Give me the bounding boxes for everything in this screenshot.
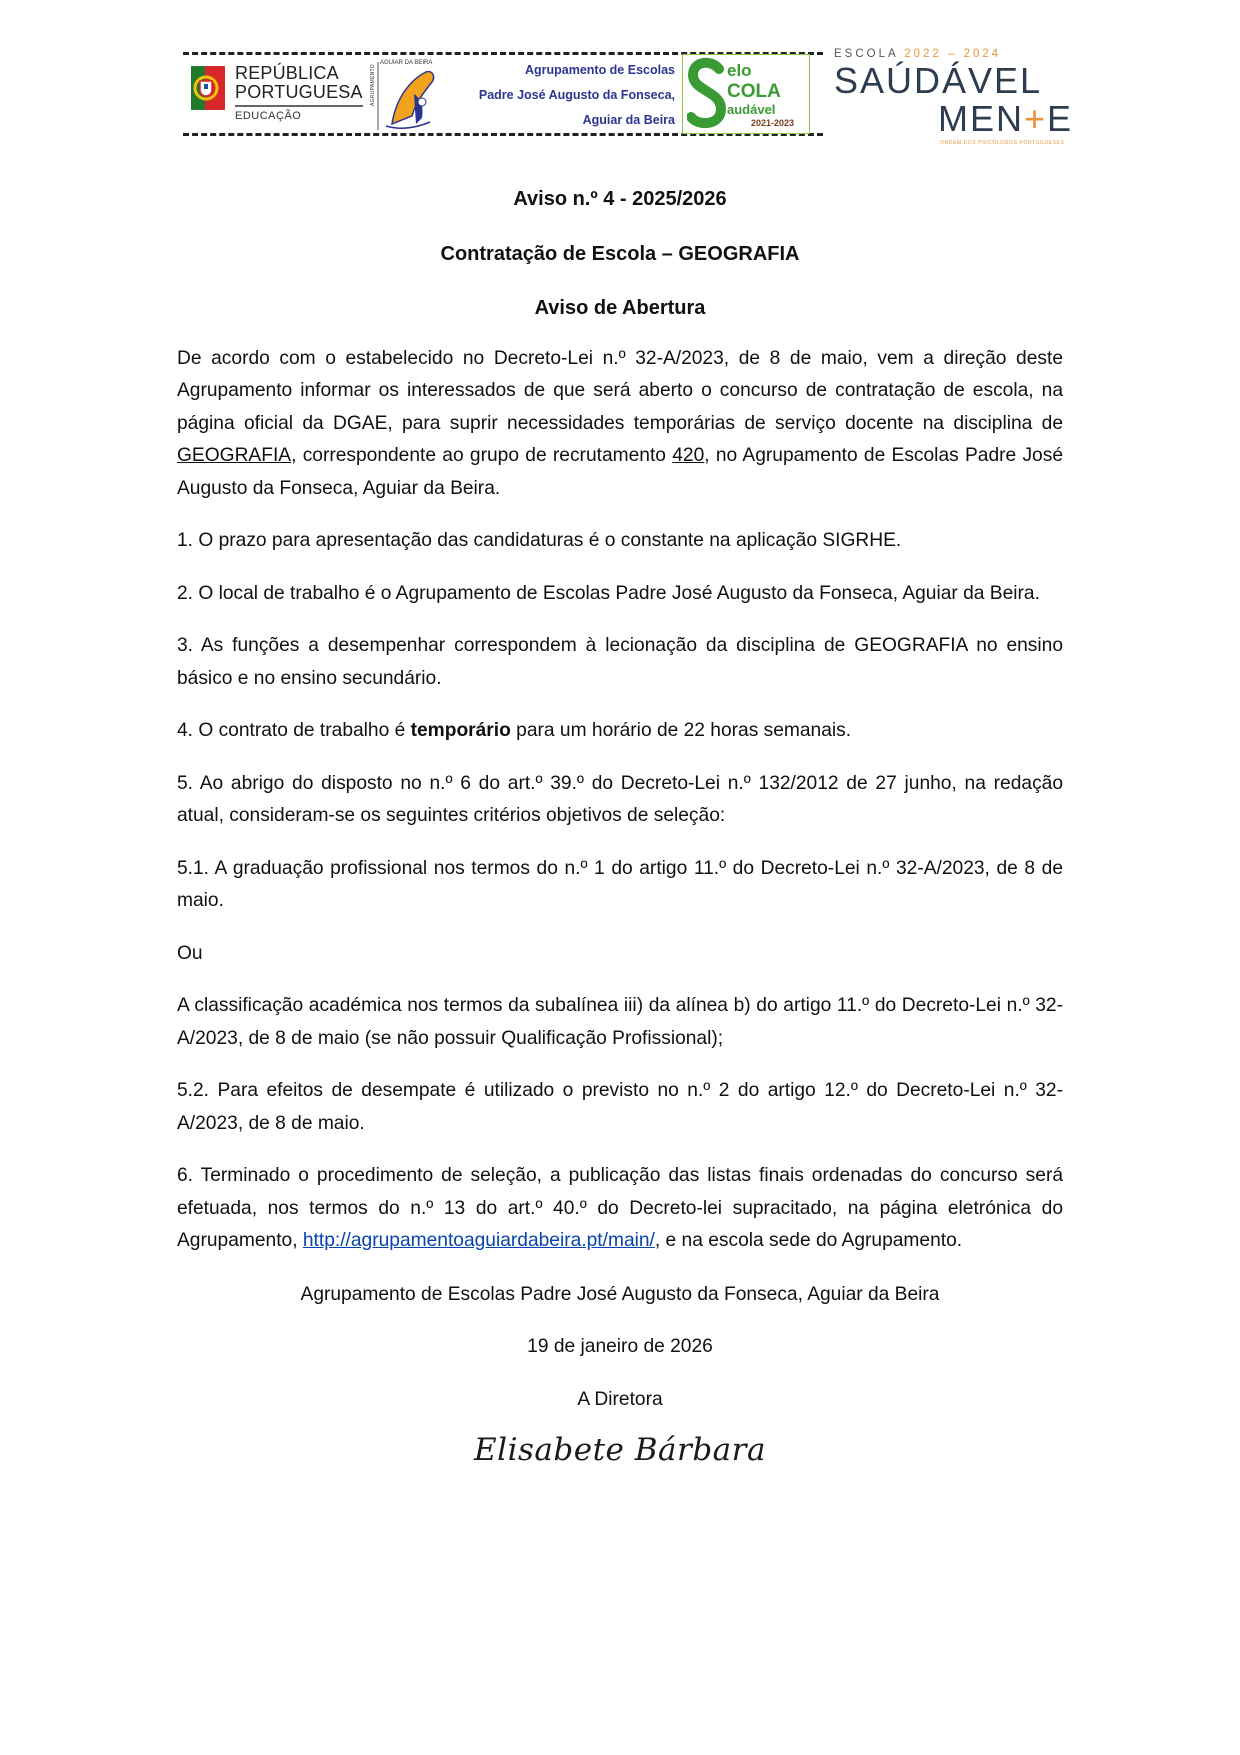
paragraph-5-2: 5.2. Para efeitos de desempate é utilizado o previsto no n.º 2 do artigo 12.º do Decreto-Lei n.º 32-A/2023, de 8 de maio.: [177, 1080, 1063, 1134]
saudavel-mente-word-2: [938, 98, 1073, 140]
saudavel-mente-top-line: [834, 48, 1001, 60]
paragraph-4-a: 4. O contrato de trabalho é: [177, 720, 411, 741]
saudavel-mente-word-2b: E: [1047, 98, 1074, 139]
selo-line-2: COLA: [727, 81, 781, 102]
republica-line-2: PORTUGUESA: [235, 82, 363, 102]
footer-organization: Agrupamento de Escolas Padre José Augusto da Fonseca, Aguiar da Beira: [300, 1283, 940, 1305]
agrupamento-figure-icon: [370, 58, 444, 134]
saudavel-mente-plus: +: [1024, 98, 1048, 139]
intro-group: 420: [672, 445, 705, 466]
document-body: [177, 183, 1063, 1467]
republica-portuguesa-logo: [189, 60, 369, 134]
paragraph-4-bold: temporário: [410, 720, 511, 741]
agrupamento-logo-top-text: AGUIAR DA BEIRA: [380, 60, 433, 66]
paragraph-4: [177, 715, 1063, 748]
document-title: Aviso n.º 4 - 2025/2026: [513, 188, 727, 210]
header-school-line-3: Aguiar da Beira: [582, 113, 675, 127]
saudavel-mente-years: 2022 – 2024: [904, 48, 1002, 60]
paragraph-2: 2. O local de trabalho é o Agrupamento de Escolas Padre José Augusto da Fonseca, Aguiar da Beira.: [177, 582, 1040, 604]
selo-s-letter-icon: [687, 57, 727, 129]
saudavel-mente-word-2a: MEN: [938, 98, 1024, 139]
selo-years: 2021-2023: [751, 118, 795, 128]
saudavel-mente-escola: ESCOLA: [834, 48, 899, 60]
document-subtitle: Contratação de Escola – GEOGRAFIA: [440, 242, 800, 265]
intro-subject: GEOGRAFIA: [177, 445, 292, 466]
footer-role: A Diretora: [577, 1388, 663, 1410]
paragraph-6-a: 6. Terminado o procedimento de seleção, a publicação das listas finais ordenadas do concurso será efetuada, nos termos do n.º 13 do art.º 40.º do Decreto-lei supracitado, na página eletrónica do Agrupamento,: [177, 1165, 1063, 1251]
paragraph-3: 3. As funções a desempenhar correspondem à lecionação da disciplina de GEOGRAFIA no ensino básico e no ensino secundário.: [177, 635, 1063, 689]
intro-text-a: De acordo com o estabelecido no Decreto-Lei n.º 32-A/2023, de 8 de maio, vem a direção deste Agrupamento informar os interessados de que será aberto o concurso de contratação de escola, na página oficial da DGAE, para suprir necessidades temporárias de serviço docente na disciplina de: [177, 347, 1063, 434]
agrupamento-logo-vertical-text: AGRUPAMENTO: [370, 64, 376, 107]
agrupamento-logo: [370, 58, 444, 134]
agrupamento-website-link[interactable]: http://agrupamentoaguiardabeira.pt/main/: [302, 1230, 655, 1251]
paragraph-ou: Ou: [177, 942, 203, 964]
document-heading: Aviso de Abertura: [534, 297, 706, 319]
republica-divider: [235, 105, 363, 107]
selo-line-1: elo: [727, 61, 752, 80]
paragraph-6-b: , e na escola sede do Agrupamento.: [654, 1230, 963, 1251]
handwritten-signature: Elisabete Bárbara: [474, 1432, 766, 1468]
paragraph-5: 5. Ao abrigo do disposto no n.º 6 do art.º 39.º do Decreto-Lei n.º 132/2012 de 27 junho, na redação atual, consideram-se os seguintes critérios objetivos de seleção:: [177, 772, 1063, 826]
selo-line-3: audável: [727, 102, 776, 117]
header-school-name: [445, 58, 675, 133]
republica-line-1: REPÚBLICA: [235, 63, 339, 83]
header-school-line-1: Agrupamento de Escolas: [524, 63, 675, 77]
selo-escola-saudavel-logo: [682, 54, 810, 134]
intro-text-c: , no Agrupamento de Escolas Padre José Augusto da Fonseca, Aguiar da Beira.: [177, 445, 1063, 499]
republica-subtitle: EDUCAÇÃO: [235, 110, 302, 122]
footer-date: 19 de janeiro de 2026: [527, 1336, 713, 1357]
saudavel-mente-logo: [834, 48, 1084, 152]
paragraph-classificacao: A classificação académica nos termos da subalínea iii) da alínea b) do artigo 11.º do Decreto-Lei n.º 32-A/2023, de 8 de maio (se não possuir Qualificação Profissional);: [177, 995, 1063, 1049]
paragraph-5-1: 5.1. A graduação profissional nos termos do n.º 1 do artigo 11.º do Decreto-Lei n.º 32-A/2023, de 8 de maio.: [177, 857, 1063, 911]
signature-block: [177, 1279, 1063, 1467]
paragraph-4-b: para um horário de 22 horas semanais.: [510, 720, 852, 741]
paragraph-1: 1. O prazo para apresentação das candidaturas é o constante na aplicação SIGRHE.: [177, 530, 902, 551]
intro-paragraph: [177, 343, 1063, 506]
paragraph-6: [177, 1160, 1063, 1258]
saudavel-mente-word-1: SAÚDÁVEL: [834, 60, 1043, 101]
intro-text-b: , correspondente ao grupo de recrutamento: [291, 445, 673, 466]
header-school-line-2: Padre José Augusto da Fonseca,: [478, 88, 675, 102]
portugal-emblem-icon: [189, 62, 229, 114]
saudavel-mente-org: ORDEM DOS PSICÓLOGOS PORTUGUESES: [940, 140, 1065, 146]
